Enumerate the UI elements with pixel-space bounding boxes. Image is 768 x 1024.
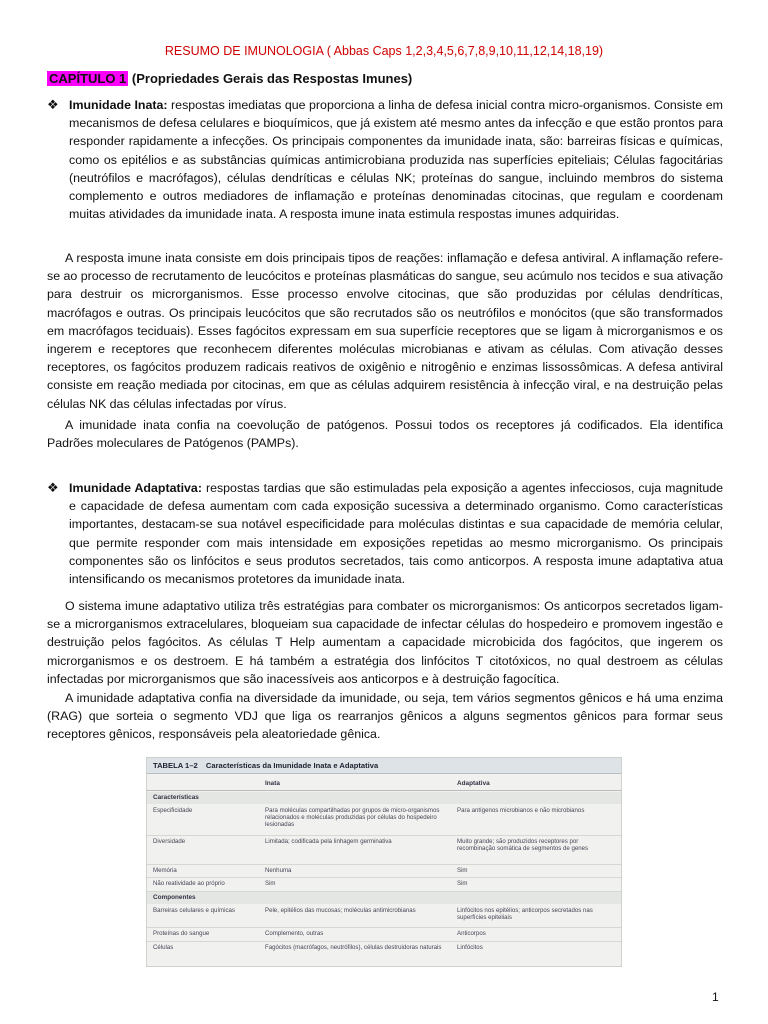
chapter-label: CAPÍTULO 1 bbox=[49, 71, 127, 86]
paragraph-inflammation: A resposta imune inata consiste em dois principais tipos de reações: inflamação e defesa antiviral. A inflamação refere-se ao processo de recrutamento de leucócitos e proteínas plasmáticas do sangue, seu acúmulo nos tecidos e sua ativação para destruir os microrganismos. Esse processo envolve citocinas, que são produzidas por células dendríticas, macrófagos e outras. Os principais leucócitos que são recrutados são os neutrófilos e monócitos (que são transformados em macrófagos teciduais). Esses fagócitos expressam em sua superfície receptores que se ligam à microrganismos e os ingerem e receptores que reconhecem diferentes moléculas microbianas e ativam as células. Com ativação desses receptores, os fagócitos produzem radicais reativos de oxigênio e nitrogênio e enzimas lissossômicas. A defesa antiviral consiste em reação mediada por citocinas, em que as células adquirem resistência à infecção viral, e na destruição pelas células NK das células infectadas por vírus. bbox=[47, 251, 723, 411]
table-row bbox=[147, 942, 621, 964]
innate-immunity-text bbox=[69, 96, 723, 223]
table-col-inata: Inata bbox=[265, 780, 280, 787]
table-cell-adaptativa: Linfócitos nos epitélios; anticorpos secretados nas superfícies epiteliais bbox=[457, 907, 593, 922]
innate-body: respostas imediatas que proporciona a linha de defesa inicial contra micro-organismos. Consiste em mecanismos de defesa celulares e bioquímicos, que já existem até mesmo antes da infecção e que estão prontos para responder rapidamente a infecções. Os principais componentes da imunidade inata, são: barreiras físicas e químicas, como os epitélios e as substâncias químicas antimicrobiana produzida nas superfícies epiteliais; Células fagocitárias (neutrófilos e macrófagos), células dendríticas e células NK; proteínas do sangue, incluindo membros do sistema complemento e outros mediadores de inflamação e proteínas denominadas citocinas, que regulam e coordenam muitas atividades da imunidade inata. A resposta imune inata estimula respostas imunes adquiridas. bbox=[69, 98, 723, 222]
table-cell-inata: Pele, epitélios das mucosas; moléculas antimicrobianas bbox=[265, 907, 416, 914]
table-cell-label: Diversidade bbox=[153, 838, 186, 845]
table-number: TABELA 1–2 bbox=[153, 761, 198, 770]
table-cell-inata: Para moléculas compartilhadas por grupos de micro-organismos relacionados e moléculas produzidas por células do hospedeiro lesionadas bbox=[265, 807, 440, 829]
innate-lead: Imunidade Inata: bbox=[69, 98, 168, 112]
adaptive-lead: Imunidade Adaptativa: bbox=[69, 481, 202, 495]
table-figure bbox=[146, 757, 622, 967]
table-cell-inata: Limitada; codificada pela linhagem germinativa bbox=[265, 838, 392, 845]
diamond-bullet-icon: ❖ bbox=[47, 97, 59, 112]
table-cell-adaptativa: Anticorpos bbox=[457, 930, 486, 937]
adaptive-body: respostas tardias que são estimuladas pela exposição a agentes infecciosos, cuja magnitude e capacidade de defesa aumentam com cada exposição sucessiva a determinado organismo. Como características importantes, destacam-se sua notável especificidade para moléculas distintas e sua capacidade de memória celular, que permite responder com mais intensidade em exposições repetidas ao mesmo microrganismo. Os principais componentes são os linfócitos e seus produtos secretados, tais como anticorpos. A resposta imune adaptativa atua intensificando os mecanismos protetores da imunidade inata. bbox=[69, 481, 723, 587]
adaptive-immunity-block bbox=[47, 479, 723, 588]
table-section-components: Componentes bbox=[147, 892, 621, 904]
paragraph-strategies: O sistema imune adaptativo utiliza três estratégias para combater os microrganismos: Os anticorpos secretados ligam-se a microrganismos extracelulares, bloqueiam sua capacidade de infectar células do hospedeiro e promovem ingestão e destruição pelos fagócitos. As células T Help aumentam a capacidade microbicida dos fagócitos, que ingerem os microrganismos e os destroem. E há também a estratégia dos linfócitos T citotóxicos, no qual destroem as células infectadas por microrganismos que são inacessíveis aos anticorpos e à destruição fagocítica. bbox=[47, 599, 723, 686]
table-cell-adaptativa: Sim bbox=[457, 867, 468, 874]
table-title-bar bbox=[147, 758, 621, 774]
table-row bbox=[147, 928, 621, 942]
table-col-adaptativa: Adaptativa bbox=[457, 780, 490, 787]
table-cell-adaptativa: Para antígenos microbianos e não microbianos bbox=[457, 807, 585, 814]
adaptive-immunity-text bbox=[69, 479, 723, 588]
table-row bbox=[147, 878, 621, 892]
diamond-bullet-icon: ❖ bbox=[47, 480, 59, 495]
table-cell-label: Memória bbox=[153, 867, 177, 874]
table-row bbox=[147, 865, 621, 878]
table-cell-adaptativa: Sim bbox=[457, 880, 468, 887]
table-cell-label: Não reatividade ao próprio bbox=[153, 880, 225, 887]
table-cell-label: Células bbox=[153, 944, 174, 951]
table-cell-inata: Complemento, outras bbox=[265, 930, 324, 937]
paragraph-diversity: A imunidade adaptativa confia na diversidade da imunidade, ou seja, tem vários segmentos gênicos e há uma enzima (RAG) que sorteia o segmento VDJ que liga os rearranjos gênicos a alguns segmentos gênicos para formar seus receptores gênicos, responsáveis pela aleatoriedade gênica. bbox=[47, 691, 723, 742]
table-row bbox=[147, 905, 621, 928]
table-title: Características da Imunidade Inata e Adaptativa bbox=[205, 761, 379, 770]
table-cell-adaptativa: Muito grande; são produzidos receptores por recombinação somática de segmentos de genes bbox=[457, 838, 589, 853]
table-cell-inata: Fagócitos (macrófagos, neutrófilos), células destruidoras naturais bbox=[265, 944, 442, 951]
table-cell-inata: Sim bbox=[265, 880, 276, 887]
table-cell-adaptativa: Linfócitos bbox=[457, 944, 483, 951]
table-header-row bbox=[147, 778, 621, 791]
chapter-heading bbox=[47, 70, 412, 87]
table-row bbox=[147, 836, 621, 865]
table-section-characteristics: Características bbox=[147, 792, 621, 804]
table-row bbox=[147, 805, 621, 836]
chapter-subtitle: (Propriedades Gerais das Respostas Imunes) bbox=[131, 71, 413, 86]
page-number: 1 bbox=[712, 990, 719, 1004]
document-title: RESUMO DE IMUNOLOGIA ( Abbas Caps 1,2,3,4,5,6,7,8,9,10,11,12,14,18,19) bbox=[164, 44, 604, 58]
table-cell-label: Proteínas do sangue bbox=[153, 930, 210, 937]
table-cell-label: Especificidade bbox=[153, 807, 193, 814]
paragraph-coevolution: A imunidade inata confia na coevolução de patógenos. Possui todos os receptores já codificados. Ela identifica Padrões moleculares de Patógenos (PAMPs). bbox=[47, 418, 723, 451]
innate-immunity-block bbox=[47, 96, 723, 223]
table-cell-inata: Nenhuma bbox=[265, 867, 292, 874]
table-cell-label: Barreiras celulares e químicas bbox=[153, 907, 235, 914]
